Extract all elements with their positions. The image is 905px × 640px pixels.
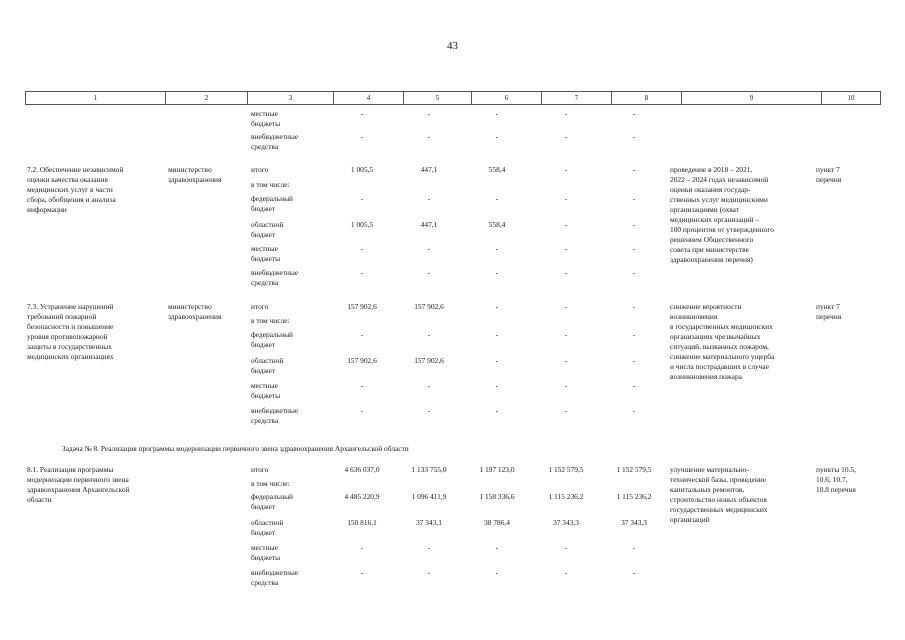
column-header-10: 10 — [822, 92, 881, 104]
section-7-2-row-value: - — [360, 268, 364, 277]
section-8-1-row-value: - — [632, 543, 636, 552]
section-8-1-row-value: 1 133 755,0 — [411, 465, 447, 474]
section-7-3-row-label: итого — [251, 302, 269, 311]
section-8-1-row-value: - — [427, 568, 431, 577]
section-8-1-row-label: внебюджетные средства — [251, 568, 299, 587]
column-header-5: 5 — [404, 92, 472, 104]
section-8-1-row-label: федеральный бюджет — [251, 492, 293, 511]
section-7-3-row-value: 157 902,6 — [414, 302, 444, 311]
section-7-2-row-label: местные бюджеты — [251, 244, 281, 263]
section-8-1-row-label: областной бюджет — [251, 518, 284, 537]
section-7-2-row-value: - — [564, 220, 568, 229]
section-7-2-row-value: - — [632, 220, 636, 229]
section-7-2-row-label: внебюджетные средства — [251, 268, 299, 287]
section-8-1-title: 8.1. Реализация программы модернизации первичного звена здравоохранения Архангельской области — [27, 465, 130, 504]
section-7-3-row-value: - — [495, 406, 499, 415]
section-8-1-row-value: - — [360, 568, 364, 577]
section-8-1-row-value: 38 786,4 — [484, 518, 510, 527]
section-7-3-row-value: - — [360, 381, 364, 390]
section-7-3-row-value: - — [495, 302, 499, 311]
section-7-3-row-value: - — [632, 406, 636, 415]
section-7-3-result: снижение вероятности возникновения в государственных медицинских организациях чрезвычайных ситуаций, вызванных пожаром, снижение материального ущерба и числа пострадавших в случае возникновения пожара — [670, 302, 775, 381]
column-header-1: 1 — [26, 92, 166, 104]
section-7-2-row-value: - — [564, 194, 568, 203]
section-7-2-row-value: 558,4 — [488, 165, 506, 174]
section-7-2-row-value: - — [427, 268, 431, 277]
section-7-2-executor: министерство здравоохранения — [168, 165, 222, 184]
section-8-1-row-label: итого — [251, 465, 269, 474]
section-7-2-row-label: областной бюджет — [251, 220, 284, 239]
section-7-2-title: 7.2. Обеспечение независимой оценки качества оказания медицинских услуг в части сбора, обобщения и анализа информации — [27, 165, 124, 214]
section-7-2-row-value: - — [632, 244, 636, 253]
section-7-2-row-value: - — [495, 268, 499, 277]
section-7-3-row-label: внебюджетные средства — [251, 406, 299, 425]
section-7-2-row-value: 1 005,5 — [350, 220, 374, 229]
section-7-2-row-value: - — [632, 165, 636, 174]
section-7-3-row-value: - — [495, 356, 499, 365]
section-7-3-row-value: - — [495, 381, 499, 390]
section-8-1-row-value: - — [360, 543, 364, 552]
section-7-2-row-value: - — [564, 244, 568, 253]
section-8-1-row-value: - — [632, 568, 636, 577]
section-8-1-row-value: 150 816,1 — [347, 518, 377, 527]
section-7-2-row-value: 1 005,5 — [350, 165, 374, 174]
section-7-2-reference: пункт 7 перечня — [816, 165, 842, 184]
section-7-3-row-value: 157 902,6 — [347, 302, 377, 311]
continued-row-value: - — [427, 132, 431, 141]
continued-row-value: - — [360, 132, 364, 141]
section-7-3-row-value: - — [427, 406, 431, 415]
task-8-heading: Задача № 8. Реализация программы модернизации первичного звена здравоохранения Архангельской области — [62, 444, 409, 453]
page-number: 43 — [447, 40, 458, 52]
section-7-3-row-value: - — [427, 381, 431, 390]
section-8-1-row-value: 37 343,3 — [621, 518, 647, 527]
section-7-3-row-label: областной бюджет — [251, 356, 284, 375]
section-7-3-row-value: - — [632, 330, 636, 339]
section-8-1-row-value: 37 343,3 — [553, 518, 579, 527]
section-8-1-row-value: 37 343,1 — [416, 518, 442, 527]
section-8-1-row-value: - — [564, 543, 568, 552]
continued-row-value: - — [632, 132, 636, 141]
section-7-2-row-value: 447,1 — [420, 220, 438, 229]
section-8-1-row-value: 4 636 037,0 — [344, 465, 380, 474]
section-7-3-row-value: - — [632, 302, 636, 311]
section-7-2-row-value: - — [564, 165, 568, 174]
section-7-2-row-value: 447,1 — [420, 165, 438, 174]
section-7-2-row-value: - — [632, 194, 636, 203]
column-header-4: 4 — [334, 92, 404, 104]
section-7-2-row-value: - — [564, 268, 568, 277]
column-header-9: 9 — [682, 92, 822, 104]
section-8-1-reference: пункты 10.5, 10.6, 10.7, 10.8 перечня — [816, 465, 856, 494]
continued-row-value: - — [564, 132, 568, 141]
section-7-3-row-label: местные бюджеты — [251, 381, 281, 400]
section-7-2-row-value: 558,4 — [488, 220, 506, 229]
section-7-3-executor: министерство здравоохранения — [168, 302, 222, 321]
continued-row-label: внебюджетные средства — [251, 132, 299, 151]
section-7-3-row-value: - — [360, 330, 364, 339]
section-7-3-row-value: - — [360, 406, 364, 415]
section-8-1-row-value: 1 152 579,5 — [548, 465, 584, 474]
section-7-2-row-value: - — [427, 194, 431, 203]
section-8-1-row-value: - — [495, 543, 499, 552]
section-7-3-reference: пункт 7 перечня — [816, 302, 842, 321]
section-7-3-row-value: - — [427, 330, 431, 339]
continued-row-value: - — [564, 109, 568, 118]
section-7-2-row-label: итого — [251, 165, 269, 174]
column-header-7: 7 — [542, 92, 612, 104]
section-7-3-row-value: 157 902,6 — [347, 356, 377, 365]
section-7-2-row-value: - — [495, 194, 499, 203]
section-7-2-row-value: - — [632, 268, 636, 277]
column-header-8: 8 — [612, 92, 682, 104]
section-8-1-row-value: 1 152 579,5 — [616, 465, 652, 474]
section-7-3-row-value: - — [495, 330, 499, 339]
section-7-2-row-label: в том числе: — [251, 180, 290, 189]
section-7-3-row-value: - — [564, 302, 568, 311]
section-8-1-row-value: 1 197 123,0 — [479, 465, 515, 474]
section-8-1-row-value: 4 485 220,9 — [344, 492, 380, 501]
section-7-3-row-value: - — [632, 356, 636, 365]
section-7-3-row-value: - — [564, 356, 568, 365]
section-7-2-row-value: - — [360, 244, 364, 253]
column-header-2: 2 — [166, 92, 248, 104]
section-8-1-row-value: - — [564, 568, 568, 577]
section-7-3-row-value: - — [564, 330, 568, 339]
column-header-3: 3 — [248, 92, 334, 104]
continued-row-value: - — [360, 109, 364, 118]
continued-row-label: местные бюджеты — [251, 109, 281, 128]
section-8-1-row-value: 1 115 236,2 — [616, 492, 652, 501]
section-7-3-row-value: - — [564, 406, 568, 415]
section-7-2-row-value: - — [427, 244, 431, 253]
section-7-2-row-value: - — [495, 244, 499, 253]
section-8-1-row-value: 1 158 336,6 — [479, 492, 515, 501]
section-8-1-row-value: 1 115 236,2 — [548, 492, 584, 501]
section-7-2-row-label: федеральный бюджет — [251, 194, 293, 213]
continued-row-value: - — [632, 109, 636, 118]
continued-row-value: - — [495, 109, 499, 118]
section-7-3-row-value: - — [564, 381, 568, 390]
section-8-1-result: улучшение материально- технической базы, проведение капитальных ремонтов, строительство новых объектов государственных медицинских организаций — [670, 465, 768, 524]
continued-row-value: - — [495, 132, 499, 141]
section-7-3-row-label: в том числе: — [251, 316, 290, 325]
continued-row-value: - — [427, 109, 431, 118]
section-8-1-row-label: в том числе: — [251, 479, 290, 488]
column-header-row — [25, 91, 881, 105]
column-header-6: 6 — [472, 92, 542, 104]
section-7-3-row-value: - — [632, 381, 636, 390]
section-8-1-row-value: - — [495, 568, 499, 577]
section-8-1-row-value: - — [427, 543, 431, 552]
section-8-1-row-value: 1 096 411,9 — [411, 492, 447, 501]
section-7-3-row-value: 157 902,6 — [414, 356, 444, 365]
section-7-2-result: проведение в 2018 – 2021, 2022 – 2024 годах независимой оценки оказания государ- ственных услуг медицинскими организациями (охват медицинских организаций – 100 процентов от утвержденного решением Общественного совета при министерстве здравоохранения перечня) — [670, 165, 774, 264]
section-7-3-title: 7.3. Устранение нарушений требований пожарной безопасности и повышение уровня противопожарной защиты в государственных медицинских организациях — [27, 302, 114, 361]
section-7-3-row-label: федеральный бюджет — [251, 330, 293, 349]
section-8-1-row-label: местные бюджеты — [251, 543, 281, 562]
section-7-2-row-value: - — [360, 194, 364, 203]
